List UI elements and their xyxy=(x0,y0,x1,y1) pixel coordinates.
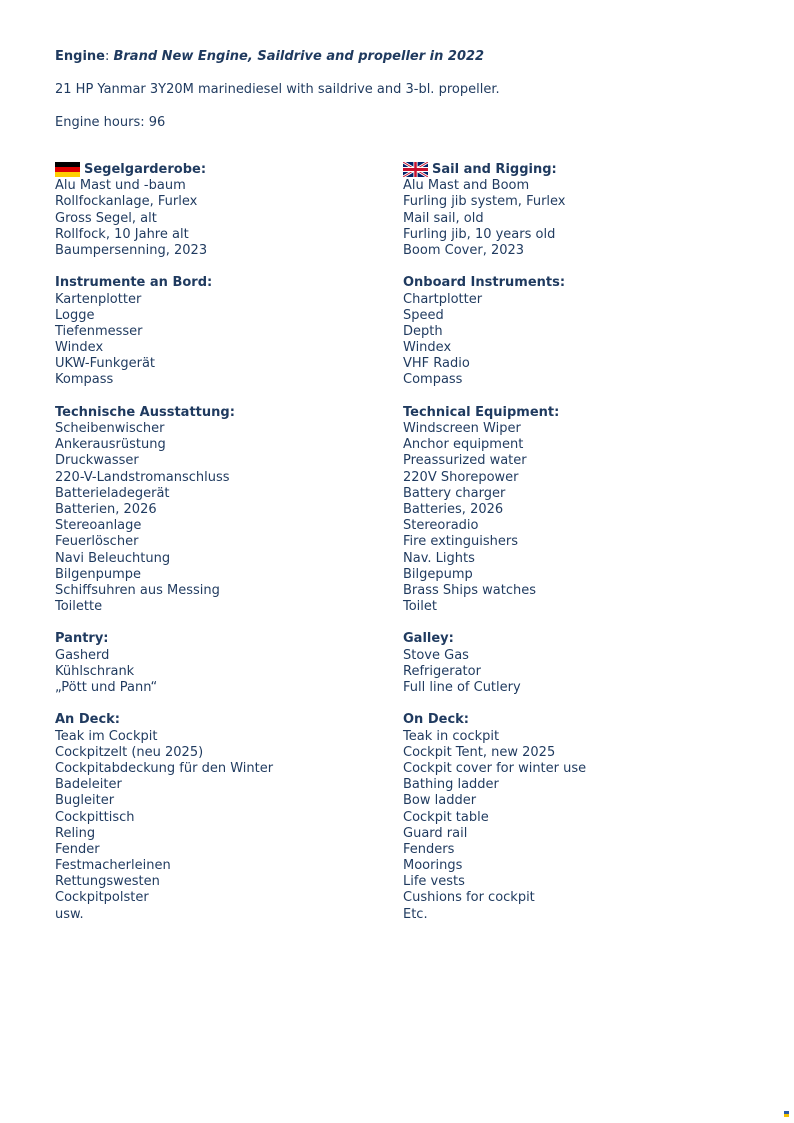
list-item: 220-V-Landstromanschluss xyxy=(55,469,230,485)
page-corner-mark xyxy=(784,1111,789,1117)
list-item: Bugleiter xyxy=(55,793,115,809)
list-item: Windex xyxy=(403,340,452,356)
engine-block xyxy=(55,48,755,131)
section-heading xyxy=(403,712,733,728)
list-item: Scheibenwischer xyxy=(55,421,165,436)
list-item: Kartenplotter xyxy=(55,291,142,307)
list-item: „Pött und Pann“ xyxy=(55,680,158,695)
german-section xyxy=(55,631,385,696)
section-heading xyxy=(403,275,733,291)
german-section xyxy=(55,405,385,615)
engine-hours: Engine hours: 96 xyxy=(55,115,166,130)
list-item: Life vests xyxy=(403,874,465,890)
list-item: Rettungswesten xyxy=(55,874,160,890)
list-item: Logge xyxy=(55,307,95,323)
english-section xyxy=(403,631,733,696)
german-column xyxy=(55,162,385,939)
list-item: Gross Segel, alt xyxy=(55,210,157,226)
list-item: Navi Beleuchtung xyxy=(55,550,171,566)
section-heading-text: Technical Equipment: xyxy=(403,404,560,420)
list-item: Tiefenmesser xyxy=(55,323,143,339)
list-item: Cushions for cockpit xyxy=(403,890,535,906)
section-heading-text: On Deck: xyxy=(403,712,469,728)
list-item: Depth xyxy=(403,323,443,339)
section-heading-text: Pantry: xyxy=(55,631,109,647)
list-item: Batterien, 2026 xyxy=(55,501,157,517)
list-item: Toilet xyxy=(403,599,438,615)
list-item: Moorings xyxy=(403,858,463,874)
section-heading-text: Instrumente an Bord: xyxy=(55,275,213,291)
list-item: Cockpit cover for winter use xyxy=(403,760,587,776)
list-item: Windex xyxy=(55,340,104,356)
list-item: Batterieladegerät xyxy=(55,485,170,501)
english-section xyxy=(403,405,733,615)
list-item: Windscreen Wiper xyxy=(403,421,521,436)
list-item: UKW-Funkgerät xyxy=(55,356,156,372)
section-heading xyxy=(403,631,733,647)
section-heading xyxy=(55,405,385,421)
list-item: Chartplotter xyxy=(403,291,483,307)
section-heading xyxy=(55,712,385,728)
list-item: Nav. Lights xyxy=(403,550,475,566)
list-item: Stereoradio xyxy=(403,518,479,534)
engine-title: Brand New Engine, Saildrive and propeller in 2022 xyxy=(113,49,485,64)
list-item: Ankerausrüstung xyxy=(55,437,166,453)
list-item: Rollfock, 10 Jahre alt xyxy=(55,226,189,242)
uk-flag-icon xyxy=(403,162,428,177)
list-item: Stove Gas xyxy=(403,647,469,663)
section-heading xyxy=(55,631,385,647)
section-heading xyxy=(403,162,733,178)
list-item: Mail sail, old xyxy=(403,210,484,226)
section-heading-text: Technische Ausstattung: xyxy=(55,404,235,420)
list-item: Compass xyxy=(403,372,463,388)
section-heading-text: An Deck: xyxy=(55,712,120,728)
list-item: Guard rail xyxy=(403,825,468,841)
list-item: Full line of Cutlery xyxy=(403,680,521,695)
list-item: Rollfockanlage, Furlex xyxy=(55,194,198,210)
list-item: Cockpitzelt (neu 2025) xyxy=(55,744,204,760)
list-item: Cockpittisch xyxy=(55,809,135,825)
list-item: VHF Radio xyxy=(403,356,470,372)
english-section xyxy=(403,275,733,388)
section-heading-text: Segelgarderobe: xyxy=(84,162,207,177)
list-item: Baumpersenning, 2023 xyxy=(55,242,208,258)
list-item: Druckwasser xyxy=(55,453,139,469)
list-item: Batteries, 2026 xyxy=(403,501,504,517)
list-item: Kühlschrank xyxy=(55,663,135,679)
list-item: Toilette xyxy=(55,599,103,615)
english-section xyxy=(403,162,733,259)
list-item: Bow ladder xyxy=(403,793,477,809)
list-item: Alu Mast and Boom xyxy=(403,178,530,194)
list-item: Cockpitabdeckung für den Winter xyxy=(55,760,274,776)
list-item: Cockpit Tent, new 2025 xyxy=(403,744,556,760)
section-heading-text: Galley: xyxy=(403,631,454,647)
list-item: Stereoanlage xyxy=(55,518,142,534)
list-item: Anchor equipment xyxy=(403,437,524,453)
list-item: Schiffsuhren aus Messing xyxy=(55,582,220,598)
list-item: Preassurized water xyxy=(403,453,527,469)
german-section xyxy=(55,162,385,259)
list-item: Bilgenpumpe xyxy=(55,566,142,582)
german-flag-icon xyxy=(55,162,80,177)
list-item: Cockpitpolster xyxy=(55,890,149,906)
list-item: Kompass xyxy=(55,372,114,388)
list-item: usw. xyxy=(55,906,84,922)
list-item: Reling xyxy=(55,825,96,841)
list-item: 220V Shorepower xyxy=(403,469,519,485)
list-item: Battery charger xyxy=(403,485,506,501)
list-item: Feuerlöscher xyxy=(55,534,139,550)
list-item: Etc. xyxy=(403,906,428,922)
section-heading xyxy=(55,162,385,178)
list-item: Teak in cockpit xyxy=(403,728,500,744)
english-column xyxy=(403,162,733,939)
list-item: Furling jib system, Furlex xyxy=(403,194,566,210)
german-section xyxy=(55,275,385,388)
engine-description: 21 HP Yanmar 3Y20M marinediesel with saildrive and 3-bl. propeller. xyxy=(55,82,500,97)
list-item: Festmacherleinen xyxy=(55,858,171,874)
section-heading-text: Onboard Instruments: xyxy=(403,275,566,291)
engine-label: Engine xyxy=(55,49,105,64)
list-item: Fender xyxy=(55,841,100,857)
list-item: Speed xyxy=(403,307,444,323)
list-item: Fire extinguishers xyxy=(403,534,518,550)
list-item: Badeleiter xyxy=(55,777,122,793)
list-item: Refrigerator xyxy=(403,663,481,679)
section-heading xyxy=(55,275,385,291)
list-item: Bilgepump xyxy=(403,566,473,582)
section-heading-text: Sail and Rigging: xyxy=(432,162,557,177)
list-item: Brass Ships watches xyxy=(403,582,537,598)
engine-title-line xyxy=(55,48,755,65)
german-section xyxy=(55,712,385,922)
list-item: Boom Cover, 2023 xyxy=(403,242,525,258)
list-item: Alu Mast und -baum xyxy=(55,178,186,194)
list-item: Bathing ladder xyxy=(403,777,499,793)
list-item: Teak im Cockpit xyxy=(55,728,158,744)
engine-separator: : xyxy=(104,49,114,64)
english-section xyxy=(403,712,733,922)
list-item: Gasherd xyxy=(55,647,110,663)
list-item: Cockpit table xyxy=(403,809,489,825)
list-item: Fenders xyxy=(403,841,455,857)
section-heading xyxy=(403,405,733,421)
list-item: Furling jib, 10 years old xyxy=(403,226,556,242)
